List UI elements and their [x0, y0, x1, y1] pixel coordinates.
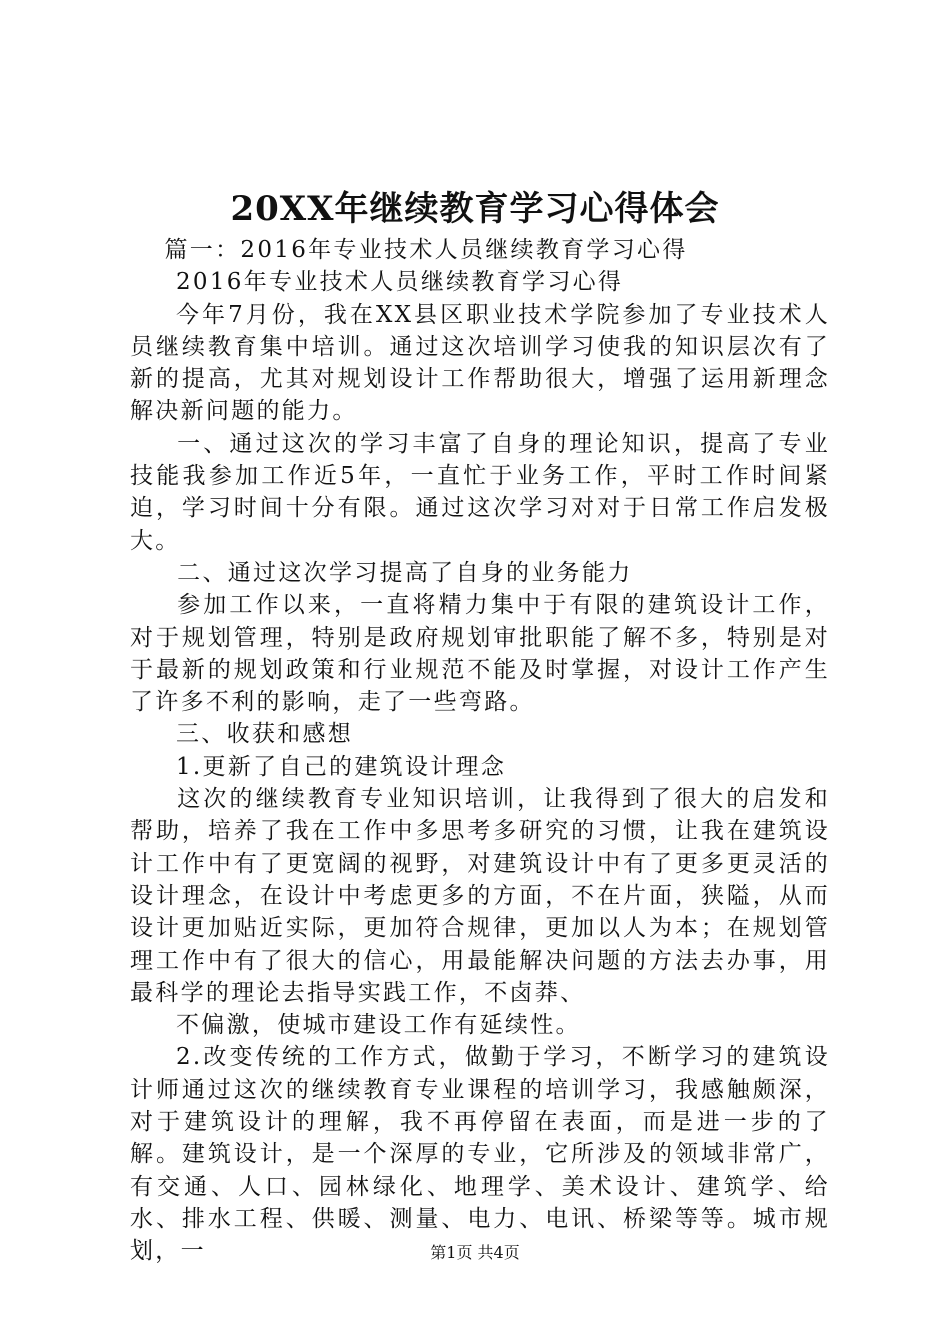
- paragraph-2: 2016年专业技术人员继续教育学习心得: [176, 269, 624, 296]
- paragraph-7: 三、收获和感想: [176, 721, 354, 748]
- paragraph-5: 二、通过这次学习提高了自身的业务能力: [177, 559, 633, 586]
- document-title: 20XX年继续教育学习心得体会: [230, 189, 720, 229]
- paragraph-6: 参加工作以来，一直将精力集中于有限的建筑设计工作，对于规划管理，特别是政府规划审批职能了解不多，特别是对于最新的规划政策和行业规范不能及时掌握，对设计工作产生了许多不利的影响，走了一些弯路。: [130, 592, 830, 716]
- paragraph-1: 篇一：2016年专业技术人员继续教育学习心得: [164, 237, 688, 263]
- paragraph-3: 今年7月份，我在XX县区职业技术学院参加了专业技术人员继续教育集中培训。通过这次培训学习使我的知识层次有了新的提高，尤其对规划设计工作帮助很大，增强了运用新理念解决新问题的能力。: [130, 301, 830, 425]
- page-footer: 第1页 共4页: [430, 1243, 520, 1262]
- document-body: [130, 234, 830, 1268]
- paragraph-4: 一、通过这次的学习丰富了自身的理论知识，提高了专业技能我参加工作近5年，一直忙于业务工作，平时工作时间紧迫，学习时间十分有限。通过这次学习对对于日常工作启发极大。: [130, 430, 830, 554]
- paragraph-11: 2.改变传统的工作方式，做勤于学习，不断学习的建筑设计师通过这次的继续教育专业课程的培训学习，我感触颇深，对于建筑设计的理解，我不再停留在表面，而是进一步的了解。建筑设计，是一个深厚的专业，它所涉及的领域非常广，有交通、人口、园林绿化、地理学、美术设计、建筑学、给水、排水工程、供暖、测量、电力、电讯、桥梁等等。城市规划，一: [130, 1044, 830, 1265]
- paragraph-9: 这次的继续教育专业知识培训，让我得到了很大的启发和帮助，培养了我在工作中多思考多研究的习惯，让我在建筑设计工作中有了更宽阔的视野，对建筑设计中有了更多更灵活的设计理念，在设计中考虑更多的方面，不在片面，狭隘，从而设计更加贴近实际，更加符合规律，更加以人为本；在规划管理工作中有了很大的信心，用最能解决问题的方法去办事，用最科学的理论去指导实践工作，不卤莽、: [130, 786, 830, 1006]
- paragraph-10: 不偏激，使城市建设工作有延续性。: [176, 1012, 581, 1039]
- paragraph-8: 1.更新了自己的建筑设计理念: [176, 753, 507, 780]
